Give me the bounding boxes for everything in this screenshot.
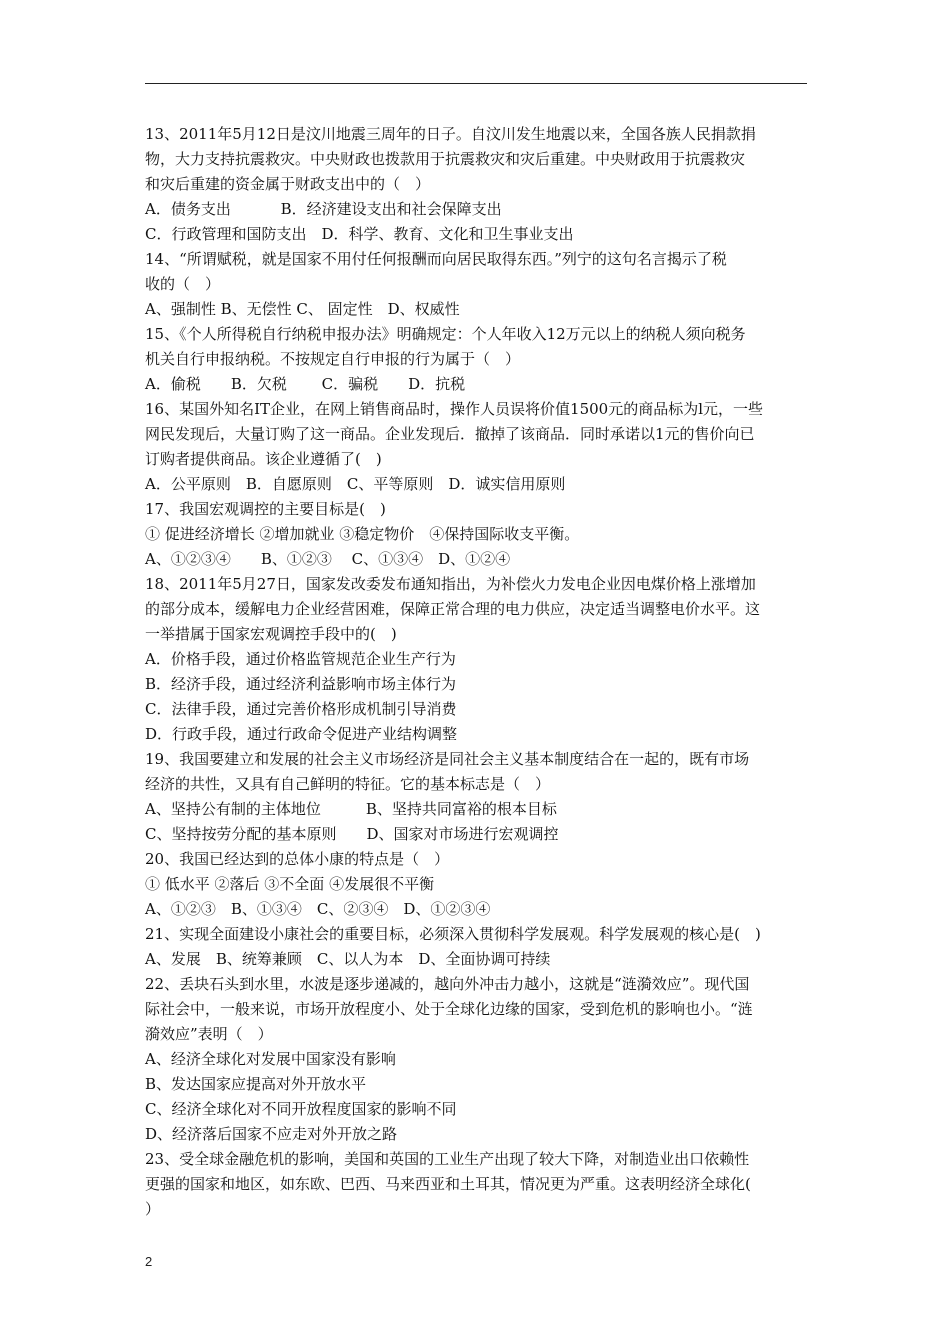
text-line: A．债务支出 B．经济建设支出和社会保障支出 [145, 200, 502, 218]
text-line: 际社会中，一般来说，市场开放程度小、处于全球化边缘的国家，受到危机的影响也小。“涟 [145, 1000, 753, 1018]
text-line: 的部分成本，缓解电力企业经营困难，保障正常合理的电力供应，决定适当调整电价水平。这 [145, 600, 761, 618]
text-line: 14、“所谓赋税，就是国家不用付任何报酬而向居民取得东西。”列宁的这句名言揭示了税 [145, 250, 727, 268]
text-line: ① 低水平 ②落后 ③不全面 ④发展很不平衡 [145, 875, 435, 893]
text-line: A．偷税 B．欠税 C．骗税 D．抗税 [145, 375, 466, 393]
text-line: 23、受全球金融危机的影响，美国和英国的工业生产出现了较大下降，对制造业出口依赖性 [145, 1150, 750, 1168]
text-line: 网民发现后，大量订购了这一商品。企业发现后．撤掉了该商品．同时承诺以1元的售价向已 [145, 425, 755, 443]
text-line: 16、某国外知名IT企业，在网上销售商品时，操作人员误将价值1500元的商品标为l元，一些 [145, 400, 763, 418]
text-line: 漪效应”表明（ ） [145, 1025, 273, 1043]
text-line: B．经济手段，通过经济利益影响市场主体行为 [145, 675, 457, 693]
text-line: 15、《个人所得税自行纳税申报办法》明确规定：个人年收入12万元以上的纳税人须向税务 [145, 325, 746, 343]
text-line: A、经济全球化对发展中国家没有影响 [145, 1050, 396, 1068]
text-line: 经济的共性，又具有自己鲜明的特征。它的基本标志是（ ） [145, 775, 551, 793]
text-line: A、①②③④ B、①②③ C、①③④ D、①②④ [145, 550, 511, 568]
text-line: D．行政手段，通过行政命令促进产业结构调整 [145, 725, 458, 743]
text-line: C．法律手段，通过完善价格形成机制引导消费 [145, 700, 457, 718]
text-line: 和灾后重建的资金属于财政支出中的（ ） [145, 175, 431, 193]
text-line: 物，大力支持抗震救灾。中央财政也拨款用于抗震救灾和灾后重建。中央财政用于抗震救灾 [145, 150, 746, 168]
text-line: A、①②③ B、①③④ C、②③④ D、①②③④ [145, 900, 491, 918]
page-number: 2 [145, 1254, 153, 1269]
text-line: 13、2011年5月12日是汶川地震三周年的日子。自汶川发生地震以来，全国各族人民捐款捐 [145, 125, 756, 143]
text-line: ① 促进经济增长 ②增加就业 ③稳定物价 ④保持国际收支平衡。 [145, 525, 580, 543]
text-line: 21、实现全面建设小康社会的重要目标，必须深入贯彻科学发展观。科学发展观的核心是( ) [145, 925, 761, 943]
text-line: C、坚持按劳分配的基本原则 D、国家对市场进行宏观调控 [145, 825, 559, 843]
text-line: 18、2011年5月27日，国家发改委发布通知指出，为补偿火力发电企业因电煤价格上涨增加 [145, 575, 756, 593]
text-line: 20、我国已经达到的总体小康的特点是（ ） [145, 850, 450, 868]
text-line: A、强制性 B、无偿性 C、 固定性 D、权威性 [145, 300, 460, 318]
text-line: C．行政管理和国防支出 D．科学、教育、文化和卫生事业支出 [145, 225, 574, 243]
text-line: ） [145, 1200, 161, 1218]
text-line: A．公平原则 B．自愿原则 C、平等原则 D．诚实信用原则 [145, 475, 566, 493]
text-line: A、发展 B、统筹兼顾 C、以人为本 D、全面协调可持续 [145, 950, 551, 968]
text-line: 19、我国要建立和发展的社会主义市场经济是同社会主义基本制度结合在一起的，既有市场 [145, 750, 750, 768]
text-line: B、发达国家应提高对外开放水平 [145, 1075, 367, 1093]
text-line: 订购者提供商品。该企业遵循了( ) [145, 450, 382, 468]
text-line: 17、我国宏观调控的主要目标是( ) [145, 500, 386, 518]
text-line: 更强的国家和地区，如东欧、巴西、马来西亚和土耳其，情况更为严重。这表明经济全球化( [145, 1175, 751, 1193]
document-body [145, 122, 810, 1222]
text-line: C、经济全球化对不同开放程度国家的影响不同 [145, 1100, 457, 1118]
text-line: 一举措属于国家宏观调控手段中的( ) [145, 625, 397, 643]
header-rule [145, 83, 807, 84]
text-line: 机关自行申报纳税。不按规定自行申报的行为属于（ ） [145, 350, 521, 368]
text-line: A、坚持公有制的主体地位 B、坚持共同富裕的根本目标 [145, 800, 557, 818]
text-line: D、经济落后国家不应走对外开放之路 [145, 1125, 398, 1143]
text-line: 22、丢块石头到水里，水波是逐步递减的，越向外冲击力越小，这就是“涟漪效应”。现代国 [145, 975, 750, 993]
text-line: 收的（ ） [145, 275, 221, 293]
text-line: A．价格手段，通过价格监管规范企业生产行为 [145, 650, 456, 668]
